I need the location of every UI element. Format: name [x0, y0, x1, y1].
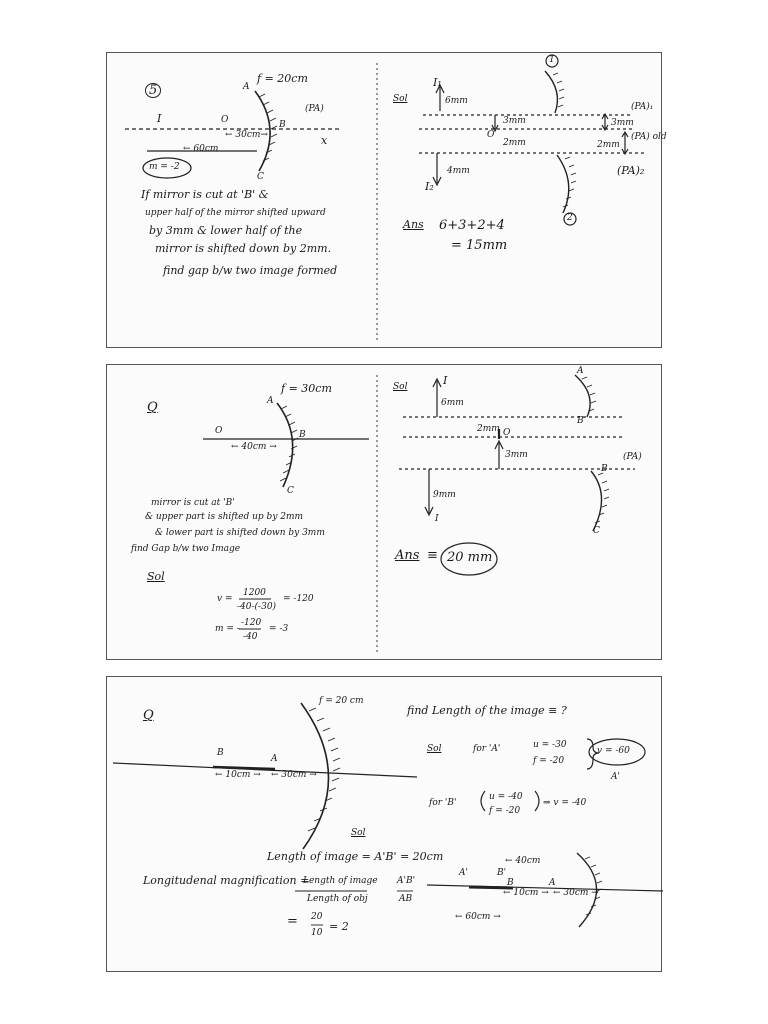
point-a: A	[271, 754, 278, 764]
eq-m-num: -120	[241, 618, 262, 628]
question-line: & upper part is shifted up by 2mm	[145, 512, 304, 522]
result-b: ⇒ v = -40	[543, 798, 587, 808]
result-a: v = -60	[597, 746, 630, 756]
result-equals: =	[287, 914, 298, 929]
point-c: C	[257, 172, 264, 182]
question-label: Q	[143, 708, 154, 723]
pa2-label: (PA)₂	[617, 164, 645, 177]
right-point-a: A	[577, 366, 584, 376]
point-o: O	[215, 426, 223, 436]
point-i: I	[157, 112, 162, 125]
result-a-label: A'	[611, 772, 620, 782]
answer-value: 20 mm	[447, 550, 493, 565]
mirror-2-label: 2	[567, 213, 573, 223]
result-value: = 2	[329, 920, 349, 933]
question-line: by 3mm & lower half of the	[149, 224, 303, 237]
dist-30cm: ← 30cm →	[271, 770, 317, 780]
sketch-10cm: ← 10cm →	[503, 888, 549, 898]
eq-b-f: f = -20	[489, 806, 521, 816]
solution-label: Sol	[393, 94, 408, 104]
right-point-b-bottom: B	[601, 464, 608, 474]
eq-a-u: u = -30	[533, 740, 567, 750]
point-b: B	[279, 120, 286, 130]
sketch-40cm: ← 40cm	[505, 856, 541, 866]
answer-label: Ans	[395, 548, 420, 563]
point-b: B	[217, 748, 224, 758]
right-2mm: 2mm	[597, 140, 620, 150]
mirror-1-label: 1	[549, 55, 555, 65]
for-b-label: for 'B'	[429, 798, 457, 808]
pa1-label: (PA)₁	[631, 102, 654, 112]
point-o: O	[221, 115, 229, 125]
dist-6mm: 6mm	[445, 96, 468, 106]
sketch-b-prime: B'	[497, 868, 507, 878]
result-numerator: 20	[311, 912, 323, 922]
answer-value: = 15mm	[451, 238, 508, 253]
focal-length: f = 20 cm	[319, 696, 364, 706]
dist-60cm: ← 60cm	[183, 144, 219, 154]
question-line: mirror is shifted down by 2mm.	[155, 242, 332, 255]
point-a: A	[267, 396, 274, 406]
solution-label-right: Sol	[393, 382, 408, 392]
right-3mm: 3mm	[611, 118, 634, 128]
solution-label-2: Sol	[351, 828, 366, 838]
answer-expression: 6+3+2+4	[439, 218, 505, 233]
dist-6mm: 6mm	[441, 398, 464, 408]
dist-2mm: 2mm	[503, 138, 526, 148]
point-a: A	[243, 82, 250, 92]
eq-v-lhs: v =	[217, 594, 233, 604]
note-panel-2	[106, 364, 662, 660]
dist-40cm: ← 40cm →	[231, 442, 277, 452]
panel1-diagram	[107, 53, 663, 349]
dist-3mm: 3mm	[505, 450, 528, 460]
principal-axis-label: (PA)	[623, 452, 642, 462]
dist-3mm: 3mm	[503, 116, 526, 126]
question-line: mirror is cut at 'B'	[151, 498, 235, 508]
magnification: m = -2	[149, 162, 180, 172]
fraction2-denominator: AB	[399, 894, 413, 904]
image-top: I	[443, 374, 448, 387]
length-of-image: Length of image = A'B' = 20cm	[267, 850, 444, 863]
eq-a-f: f = -20	[533, 756, 565, 766]
dist-2mm: 2mm	[477, 424, 500, 434]
find-text: find Length of the image ≡ ?	[407, 704, 567, 717]
question-line: find Gap b/w two Image	[131, 544, 241, 554]
right-point-c: C	[593, 526, 600, 536]
dist-30cm: ← 30cm→	[225, 130, 268, 140]
focal-length: f = 30cm	[281, 382, 332, 395]
eq-m-lhs: m = -	[215, 624, 240, 634]
label-pa: (PA)	[305, 104, 324, 114]
answer-label: Ans	[403, 218, 424, 231]
eq-v-num: 1200	[243, 588, 266, 598]
question-line: find gap b/w two image formed	[163, 264, 338, 277]
dist-4mm: 4mm	[447, 166, 470, 176]
longitudinal-label: Longitudenal magnification =	[143, 874, 310, 887]
question-line: If mirror is cut at 'B' &	[141, 188, 269, 201]
fraction-denominator: Length of obj	[307, 894, 368, 904]
eq-v-den: -40-(-30)	[237, 602, 277, 612]
sketch-60cm: ← 60cm →	[455, 912, 501, 922]
sketch-a: A	[549, 878, 556, 888]
dist-10cm: ← 10cm →	[215, 770, 261, 780]
fraction2-numerator: A'B'	[397, 876, 416, 886]
question-line: upper half of the mirror shifted upward	[145, 208, 326, 218]
pa-old-label: (PA) old	[631, 132, 667, 142]
focal-length: f = 20cm	[257, 72, 308, 85]
sketch-a-prime: A'	[459, 868, 468, 878]
image-i1: I₁	[433, 76, 442, 89]
note-panel-3	[106, 676, 662, 972]
point-c: C	[287, 486, 294, 496]
point-o-right: O	[503, 428, 511, 438]
point-o-right: O	[487, 130, 495, 140]
point-b: B	[299, 430, 306, 440]
question-label: Q	[147, 400, 158, 415]
dist-9mm: 9mm	[433, 490, 456, 500]
image-i2: I₂	[425, 180, 434, 193]
answer-equiv: ≡	[427, 548, 438, 563]
image-bottom: I	[435, 514, 439, 524]
fraction-numerator: Length of image	[303, 876, 378, 886]
axis-x: x	[321, 134, 328, 147]
sketch-30cm: ← 30cm →	[553, 888, 599, 898]
solution-label: Sol	[147, 570, 165, 583]
panel3-diagram	[107, 677, 663, 973]
solution-label: Sol	[427, 744, 442, 754]
result-denominator: 10	[311, 928, 323, 938]
for-a-label: for 'A'	[473, 744, 501, 754]
note-panel-1	[106, 52, 667, 348]
eq-m-result: = -3	[269, 624, 289, 634]
right-point-b-top: B	[577, 416, 584, 426]
eq-b-u: u = -40	[489, 792, 523, 802]
eq-m-den: -40	[243, 632, 258, 642]
sketch-b: B	[507, 878, 514, 888]
eq-v-result: = -120	[283, 594, 314, 604]
problem-number: 5	[145, 83, 161, 98]
question-line: & lower part is shifted down by 3mm	[155, 528, 325, 538]
